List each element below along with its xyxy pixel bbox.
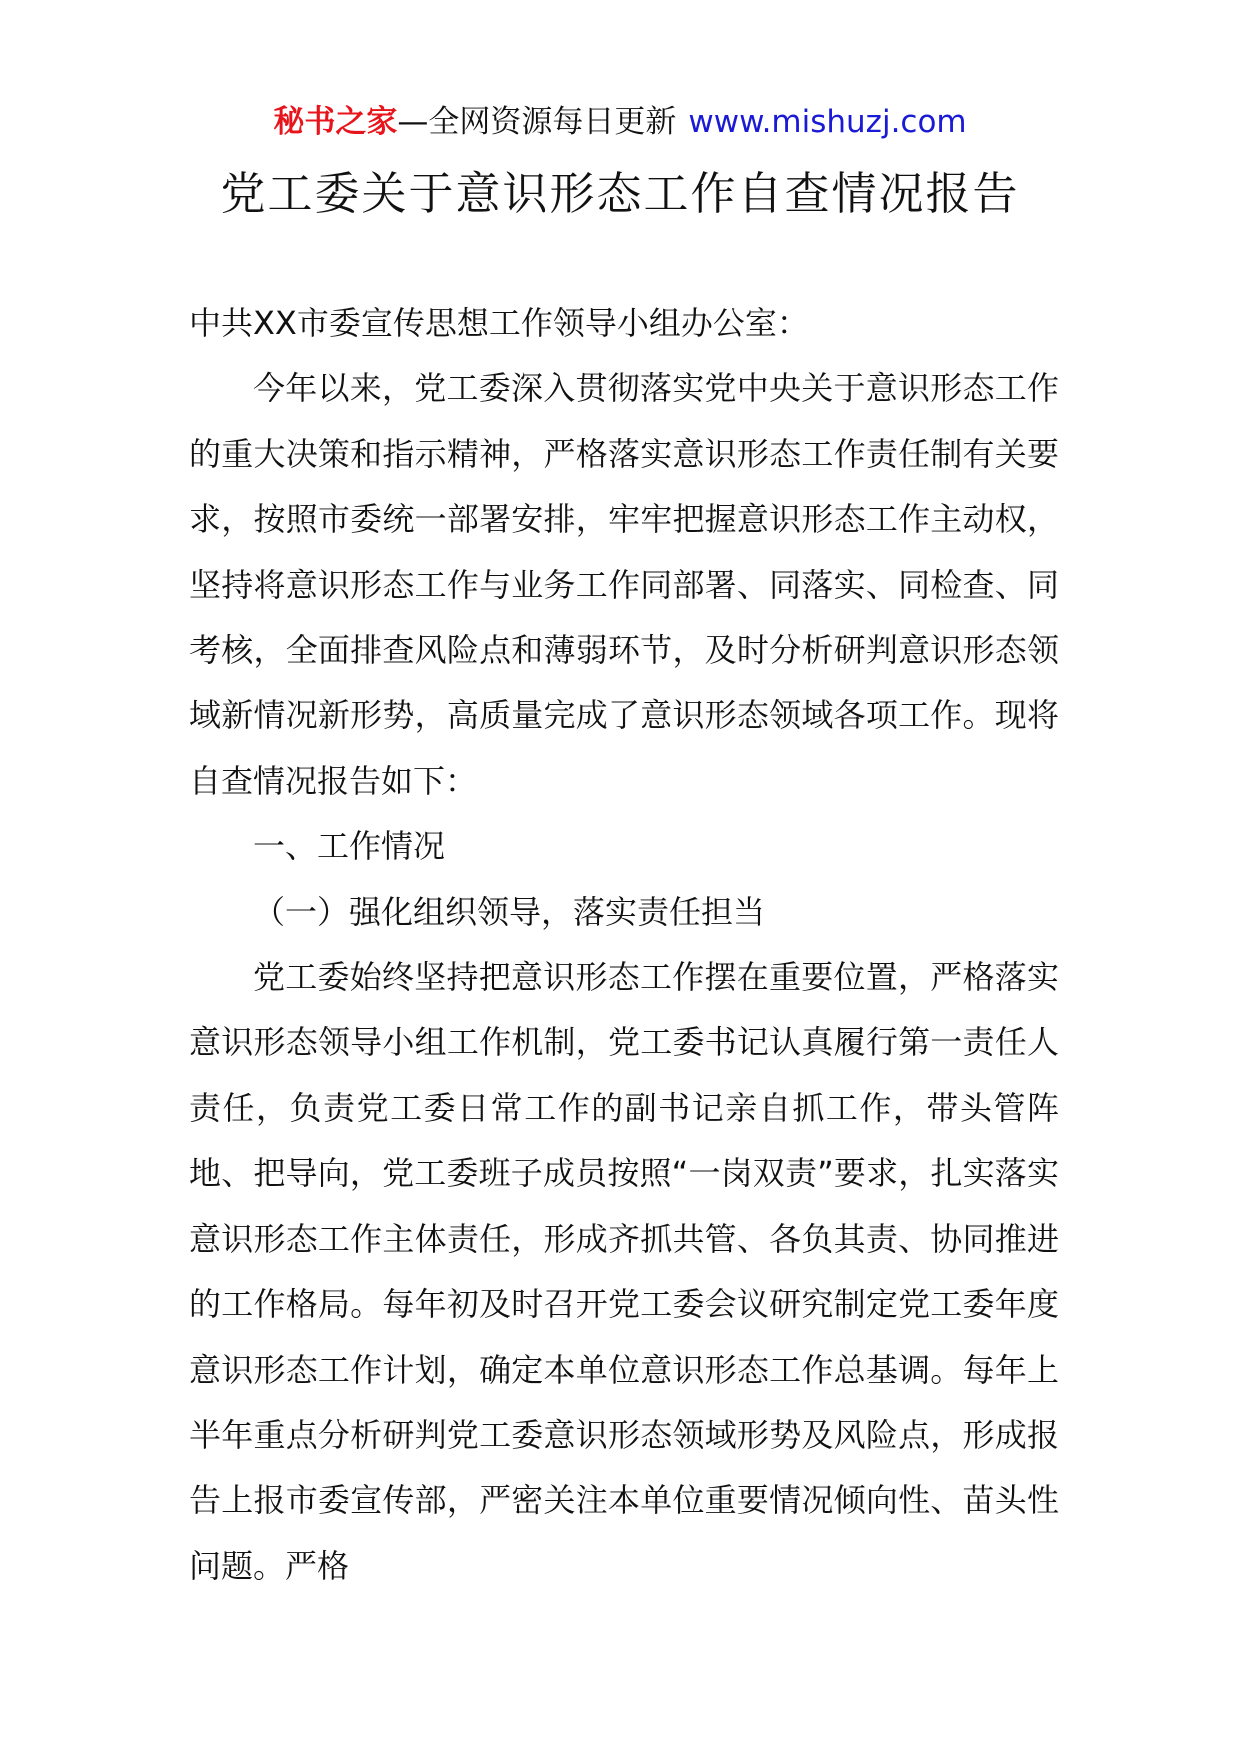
site-header: [0, 100, 1240, 144]
brand-name: 秘书之家: [273, 104, 398, 140]
subsection-heading: （一）强化组织领导，落实责任担当: [253, 892, 766, 931]
salutation: 中共XX市委宣传思想工作领导小组办公室：: [189, 304, 809, 342]
site-tagline: —全网资源每日更新: [397, 104, 677, 140]
document-title: 党工委关于意识形态工作自查情况报告: [220, 167, 1020, 220]
site-url-link[interactable]: www.mishuzj.com: [688, 104, 967, 140]
section-heading: 一、工作情况: [253, 827, 446, 866]
paragraph-body: 党工委始终坚持把意识形态工作摆在重要位置，严格落实意识形态领导小组工作机制，党工委书记认真履行第一责任人责任，负责党工委日常工作的副书记亲自抓工作，带头管阵地、把导向，党工委班子成员按照“一岗双责”要求，扎实落实意识形态工作主体责任，形成齐抓共管、各负其责、协同推进的工作格局。每年初及时召开党工委会议研究制定党工委年度意识形态工作计划，确定本单位意识形态工作总基调。每年上半年重点分析研判党工委意识形态领域形势及风险点，形成报告上报市委宣传部，严密关注本单位重要情况倾向性、苗头性问题。严格: [189, 958, 1059, 1585]
paragraph-intro: 今年以来，党工委深入贯彻落实党中央关于意识形态工作的重大决策和指示精神，严格落实意识形态工作责任制有关要求，按照市委统一部署安排，牢牢把握意识形态工作主动权，坚持将意识形态工作与业务工作同部署、同落实、同检查、同考核，全面排查风险点和薄弱环节，及时分析研判意识形态领域新情况新形势，高质量完成了意识形态领域各项工作。现将自查情况报告如下：: [189, 369, 1059, 800]
document-body: [189, 291, 1059, 1599]
